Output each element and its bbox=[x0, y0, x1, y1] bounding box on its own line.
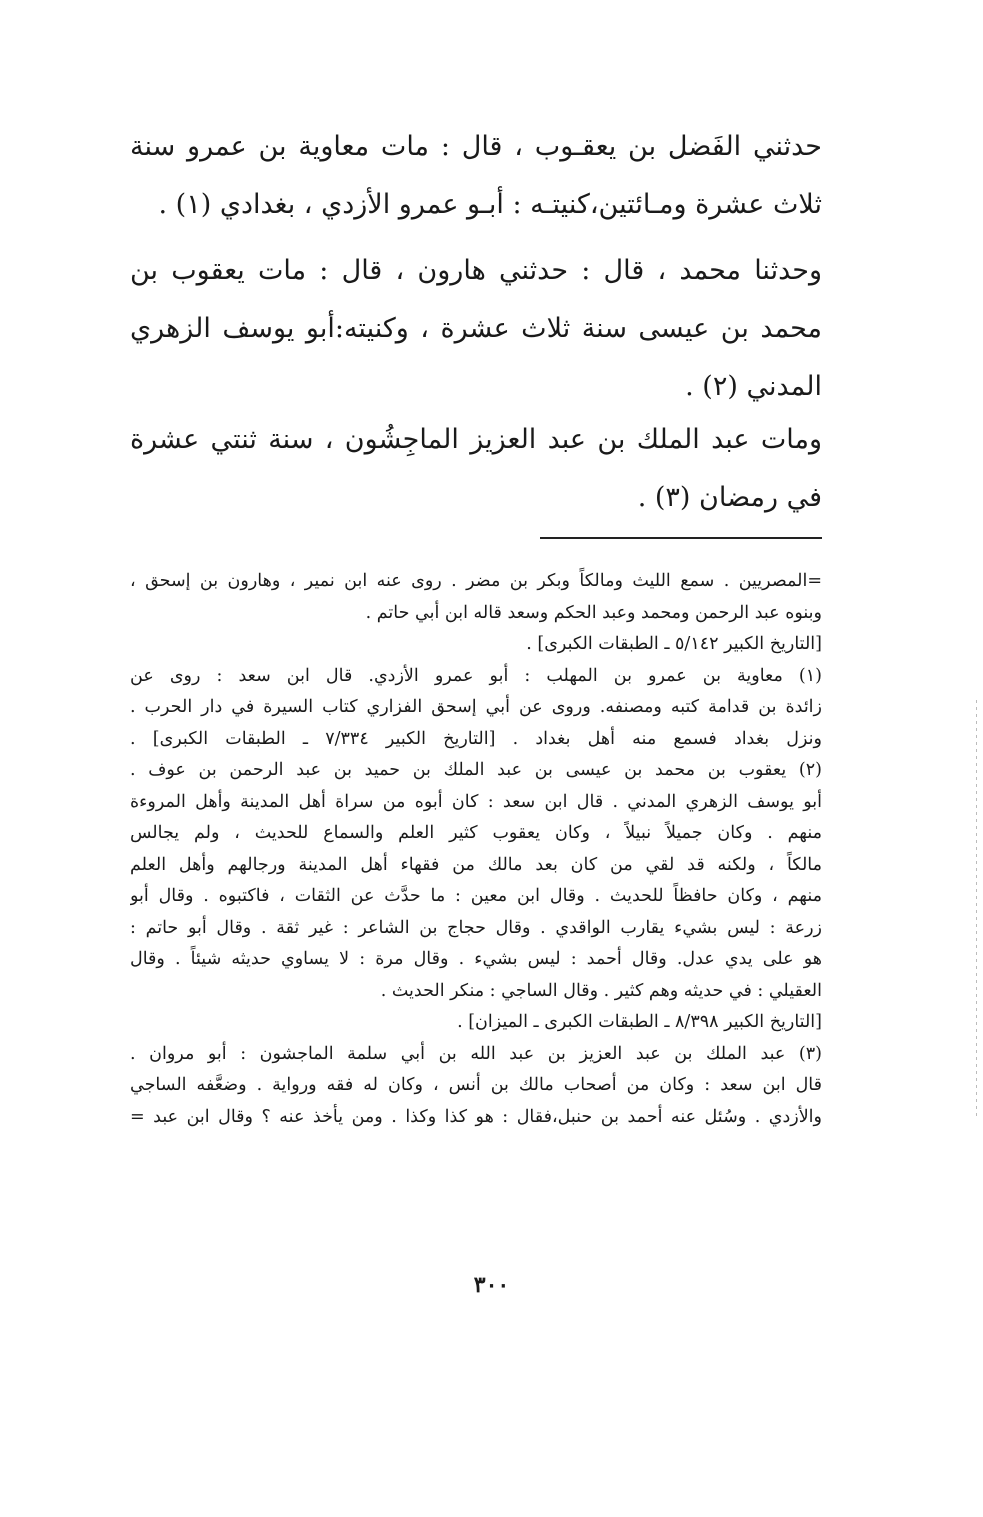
text-line: محمد بن عيسى سنة ثلاث عشرة ، وكنيته:أبو يوسف الزهري bbox=[130, 313, 822, 344]
footnote-line: [التاريخ الكبير ٨/٣٩٨ ـ الطبقات الكبرى ـ الميزان] . bbox=[457, 1012, 822, 1032]
footnote-line: (١) معاوية بن عمرو بن المهلب : أبو عمرو الأزدي. قال ابن سعد : روى عن bbox=[130, 665, 822, 686]
footnote-line: أبو يوسف الزهري المدني . قال ابن سعد : كان أبوه من سراة أهل المدينة وأهل المروءة bbox=[130, 791, 822, 812]
page-number: ٣٠٠ bbox=[473, 1272, 510, 1298]
footnote-line: مالكاً ، ولكنه قد لقي من كان بعد مالك من فقهاء أهل المدينة ورجالهم وأهل العلم bbox=[130, 854, 822, 875]
footnote-line: منهم ، وكان حافظاً للحديث . وقال ابن معين : ما حدَّث عن الثقات ، فاكتبوه . وقال أبو bbox=[130, 886, 822, 906]
text-line: ثلاث عشرة ومـائتين،كنيتـه : أبـو عمرو الأزدي ، بغدادي (١) . bbox=[158, 189, 822, 220]
footnotes bbox=[130, 566, 822, 1133]
footnote-line: منهم . وكان جميلاً نبيلاً ، وكان يعقوب كثير العلم والسماع للحديث ، ولم يجالس bbox=[130, 823, 822, 843]
footnote-line: زرعة : ليس بشيء يقارب الواقدي . وقال حجاج بن الشاعر : غير ثقة . وقال أبو حاتم : bbox=[130, 917, 822, 938]
footnote-line: (٢) يعقوب بن محمد بن عيسى بن عبد الملك بن حميد بن عبد الرحمن بن عوف . bbox=[130, 760, 822, 780]
footnote-line: زائدة بن قدامة كتبه ومصنفه. وروى عن أبي إسحق الفزاري كتاب السيرة في دار الحرب . bbox=[130, 697, 822, 717]
main-paragraph-2 bbox=[130, 242, 822, 416]
text-line: المدني (٢) . bbox=[685, 371, 822, 402]
footnote-line: =المصريين . سمع الليث ومالكاً وبكر بن مضر . روى عنه ابن نمير ، وهارون بن إسحق ، bbox=[130, 571, 822, 591]
main-paragraph-3 bbox=[130, 411, 822, 527]
footnote-line: هو على يدي عدل. وقال أحمد : ليس بشيء . وقال مرة : لا يساوي حديثه شيئاً . وقال bbox=[130, 949, 822, 969]
main-paragraph-1 bbox=[130, 118, 822, 234]
footnote-line: قال ابن سعد : وكان من أصحاب مالك بن أنس ، وكان له فقه ورواية . وضعَّفه الساجي bbox=[130, 1075, 822, 1095]
scan-edge-mark bbox=[976, 700, 977, 1120]
footnote-line: ونزل بغداد فسمع منه أهل بغداد . [التاريخ الكبير ٧/٣٣٤ ـ الطبقات الكبرى] . bbox=[130, 728, 822, 749]
text-line: في رمضان (٣) . bbox=[637, 482, 822, 513]
footnote-line: (٣) عبد الملك بن عبد العزيز بن عبد الله بن أبي سلمة الماجشون : أبو مروان . bbox=[130, 1043, 822, 1064]
footnote-line: العقيلي : في حديثه وهم كثير . وقال الساجي : منكر الحديث . bbox=[380, 980, 822, 1001]
footnote-separator bbox=[540, 537, 822, 539]
text-line: حدثني الفَضل بن يعقـوب ، قال : مات معاوية بن عمرو سنة bbox=[130, 131, 822, 162]
footnote-line: وبنوه عبد الرحمن ومحمد وعبد الحكم وسعد قاله ابن أبي حاتم . bbox=[365, 602, 822, 623]
footnote-line: والأزدي . وسُئل عنه أحمد بن حنبل،فقال : هو كذا وكذا . ومن يأخذ عنه ؟ وقال ابن عبد = bbox=[130, 1106, 822, 1127]
footnote-line: [التاريخ الكبير ٥/١٤٢ ـ الطبقات الكبرى] . bbox=[526, 634, 822, 654]
text-line: ومات عبد الملك بن عبد العزيز الماجِشُون ، سنة ثنتي عشرة bbox=[130, 424, 822, 455]
text-line: وحدثنا محمد ، قال : حدثني هارون ، قال : مات يعقوب بن bbox=[130, 255, 822, 286]
